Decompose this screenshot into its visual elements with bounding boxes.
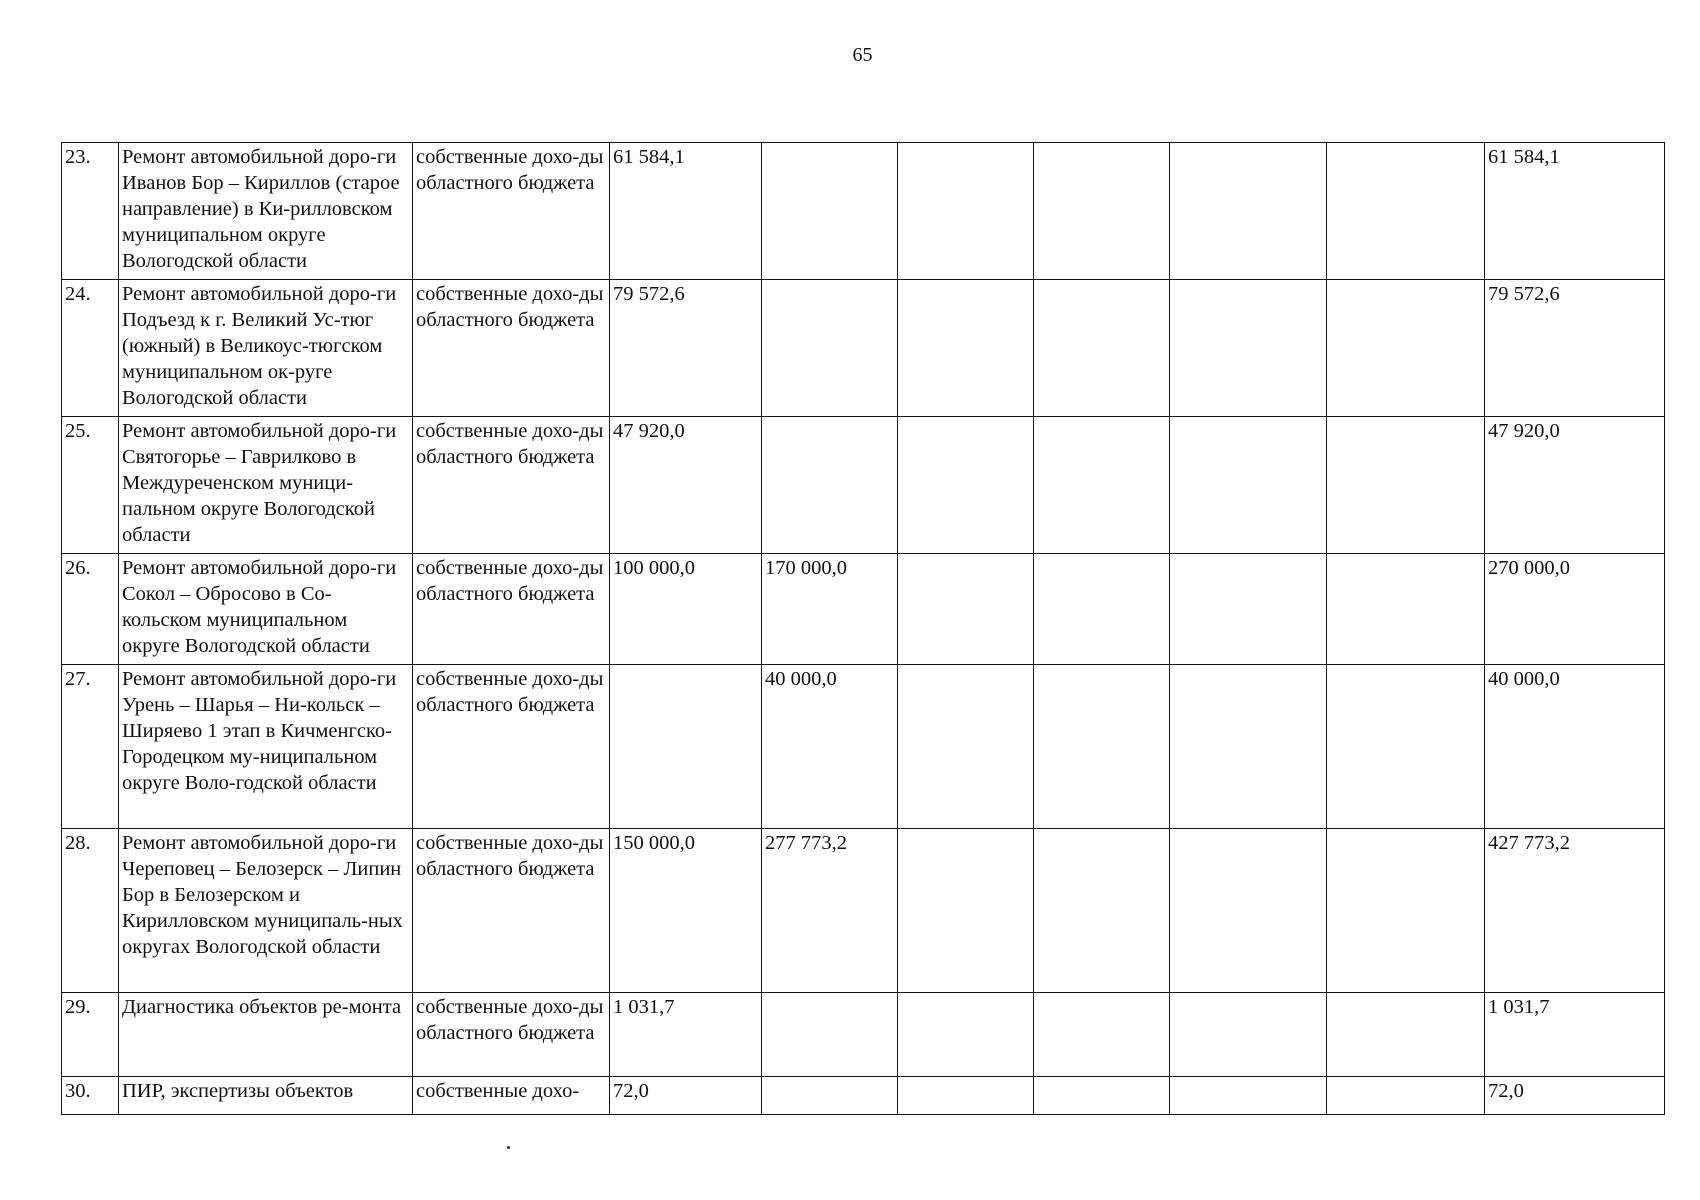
table-row [62,280,1665,417]
value-col-5 [1170,829,1327,993]
row-number: 28. [62,829,119,993]
row-title: Ремонт автомобильной доро-ги Череповец – Белозерск – Липин Бор в Белозерском и Кирилловском муниципаль-ных округах Вологодской области [119,829,413,993]
value-col-5 [1170,554,1327,665]
budget-table [61,142,1665,1115]
value-col-6 [1327,1077,1485,1115]
value-col-4 [1034,554,1170,665]
value-col-3 [898,280,1034,417]
value-col-6 [1327,143,1485,280]
table-row [62,829,1665,993]
row-title: Ремонт автомобильной доро-ги Урень – Шарья – Ни-кольск – Ширяево 1 этап в Кичменгско-Городецком му-ниципальном округе Воло-годской области [119,665,413,829]
value-col-2 [762,280,898,417]
row-total: 270 000,0 [1485,554,1665,665]
value-col-6 [1327,829,1485,993]
row-total: 72,0 [1485,1077,1665,1115]
table-row [62,417,1665,554]
value-col-3 [898,993,1034,1077]
value-col-3 [898,829,1034,993]
value-col-1: 100 000,0 [610,554,762,665]
row-number: 25. [62,417,119,554]
value-col-1: 79 572,6 [610,280,762,417]
table-row [62,1077,1665,1115]
value-col-2 [762,417,898,554]
value-col-1: 1 031,7 [610,993,762,1077]
funding-source: собственные дохо-ды областного бюджета [413,829,610,993]
value-col-4 [1034,665,1170,829]
funding-source: собственные дохо-ды областного бюджета [413,143,610,280]
value-col-6 [1327,665,1485,829]
value-col-2: 170 000,0 [762,554,898,665]
row-total: 1 031,7 [1485,993,1665,1077]
row-number: 29. [62,993,119,1077]
value-col-2: 277 773,2 [762,829,898,993]
value-col-3 [898,665,1034,829]
row-title: Ремонт автомобильной доро-ги Сокол – Обросово в Со-кольском муниципальном округе Вологодской области [119,554,413,665]
funding-source: собственные дохо-ды областного бюджета [413,993,610,1077]
value-col-4 [1034,1077,1170,1115]
value-col-5 [1170,280,1327,417]
value-col-2: 40 000,0 [762,665,898,829]
table-row [62,993,1665,1077]
value-col-1: 61 584,1 [610,143,762,280]
value-col-1 [610,665,762,829]
funding-source: собственные дохо-ды областного бюджета [413,665,610,829]
row-total: 40 000,0 [1485,665,1665,829]
row-number: 26. [62,554,119,665]
row-title: Диагностика объектов ре-монта [119,993,413,1077]
value-col-5 [1170,143,1327,280]
row-total: 47 920,0 [1485,417,1665,554]
scan-speck [507,1146,510,1149]
value-col-6 [1327,554,1485,665]
row-total: 61 584,1 [1485,143,1665,280]
funding-source: собственные дохо-ды областного бюджета [413,280,610,417]
row-number: 24. [62,280,119,417]
table-row [62,554,1665,665]
value-col-4 [1034,829,1170,993]
row-title: Ремонт автомобильной доро-ги Подъезд к г. Великий Ус-тюг (южный) в Великоус-тюгском муниципальном ок-руге Вологодской области [119,280,413,417]
row-title: ПИР, экспертизы объектов [119,1077,413,1115]
row-number: 27. [62,665,119,829]
value-col-6 [1327,993,1485,1077]
funding-source: собственные дохо-ды областного бюджета [413,417,610,554]
row-number: 30. [62,1077,119,1115]
value-col-2 [762,993,898,1077]
table-body [62,143,1665,1115]
row-title: Ремонт автомобильной доро-ги Святогорье – Гаврилково в Междуреченском муници-пальном округе Вологодской области [119,417,413,554]
table-row [62,665,1665,829]
page-number: 65 [852,44,873,66]
value-col-5 [1170,417,1327,554]
row-total: 427 773,2 [1485,829,1665,993]
value-col-4 [1034,280,1170,417]
value-col-5 [1170,993,1327,1077]
value-col-5 [1170,1077,1327,1115]
row-total: 79 572,6 [1485,280,1665,417]
value-col-3 [898,1077,1034,1115]
value-col-4 [1034,417,1170,554]
row-number: 23. [62,143,119,280]
value-col-6 [1327,417,1485,554]
value-col-2 [762,143,898,280]
table-row [62,143,1665,280]
value-col-6 [1327,280,1485,417]
funding-source: собственные дохо- [413,1077,610,1115]
value-col-3 [898,417,1034,554]
funding-source: собственные дохо-ды областного бюджета [413,554,610,665]
value-col-1: 150 000,0 [610,829,762,993]
value-col-4 [1034,993,1170,1077]
value-col-2 [762,1077,898,1115]
value-col-5 [1170,665,1327,829]
value-col-3 [898,554,1034,665]
value-col-4 [1034,143,1170,280]
value-col-1: 72,0 [610,1077,762,1115]
value-col-3 [898,143,1034,280]
row-title: Ремонт автомобильной доро-ги Иванов Бор – Кириллов (старое направление) в Ки-рилловском муниципальном округе Вологодской области [119,143,413,280]
value-col-1: 47 920,0 [610,417,762,554]
